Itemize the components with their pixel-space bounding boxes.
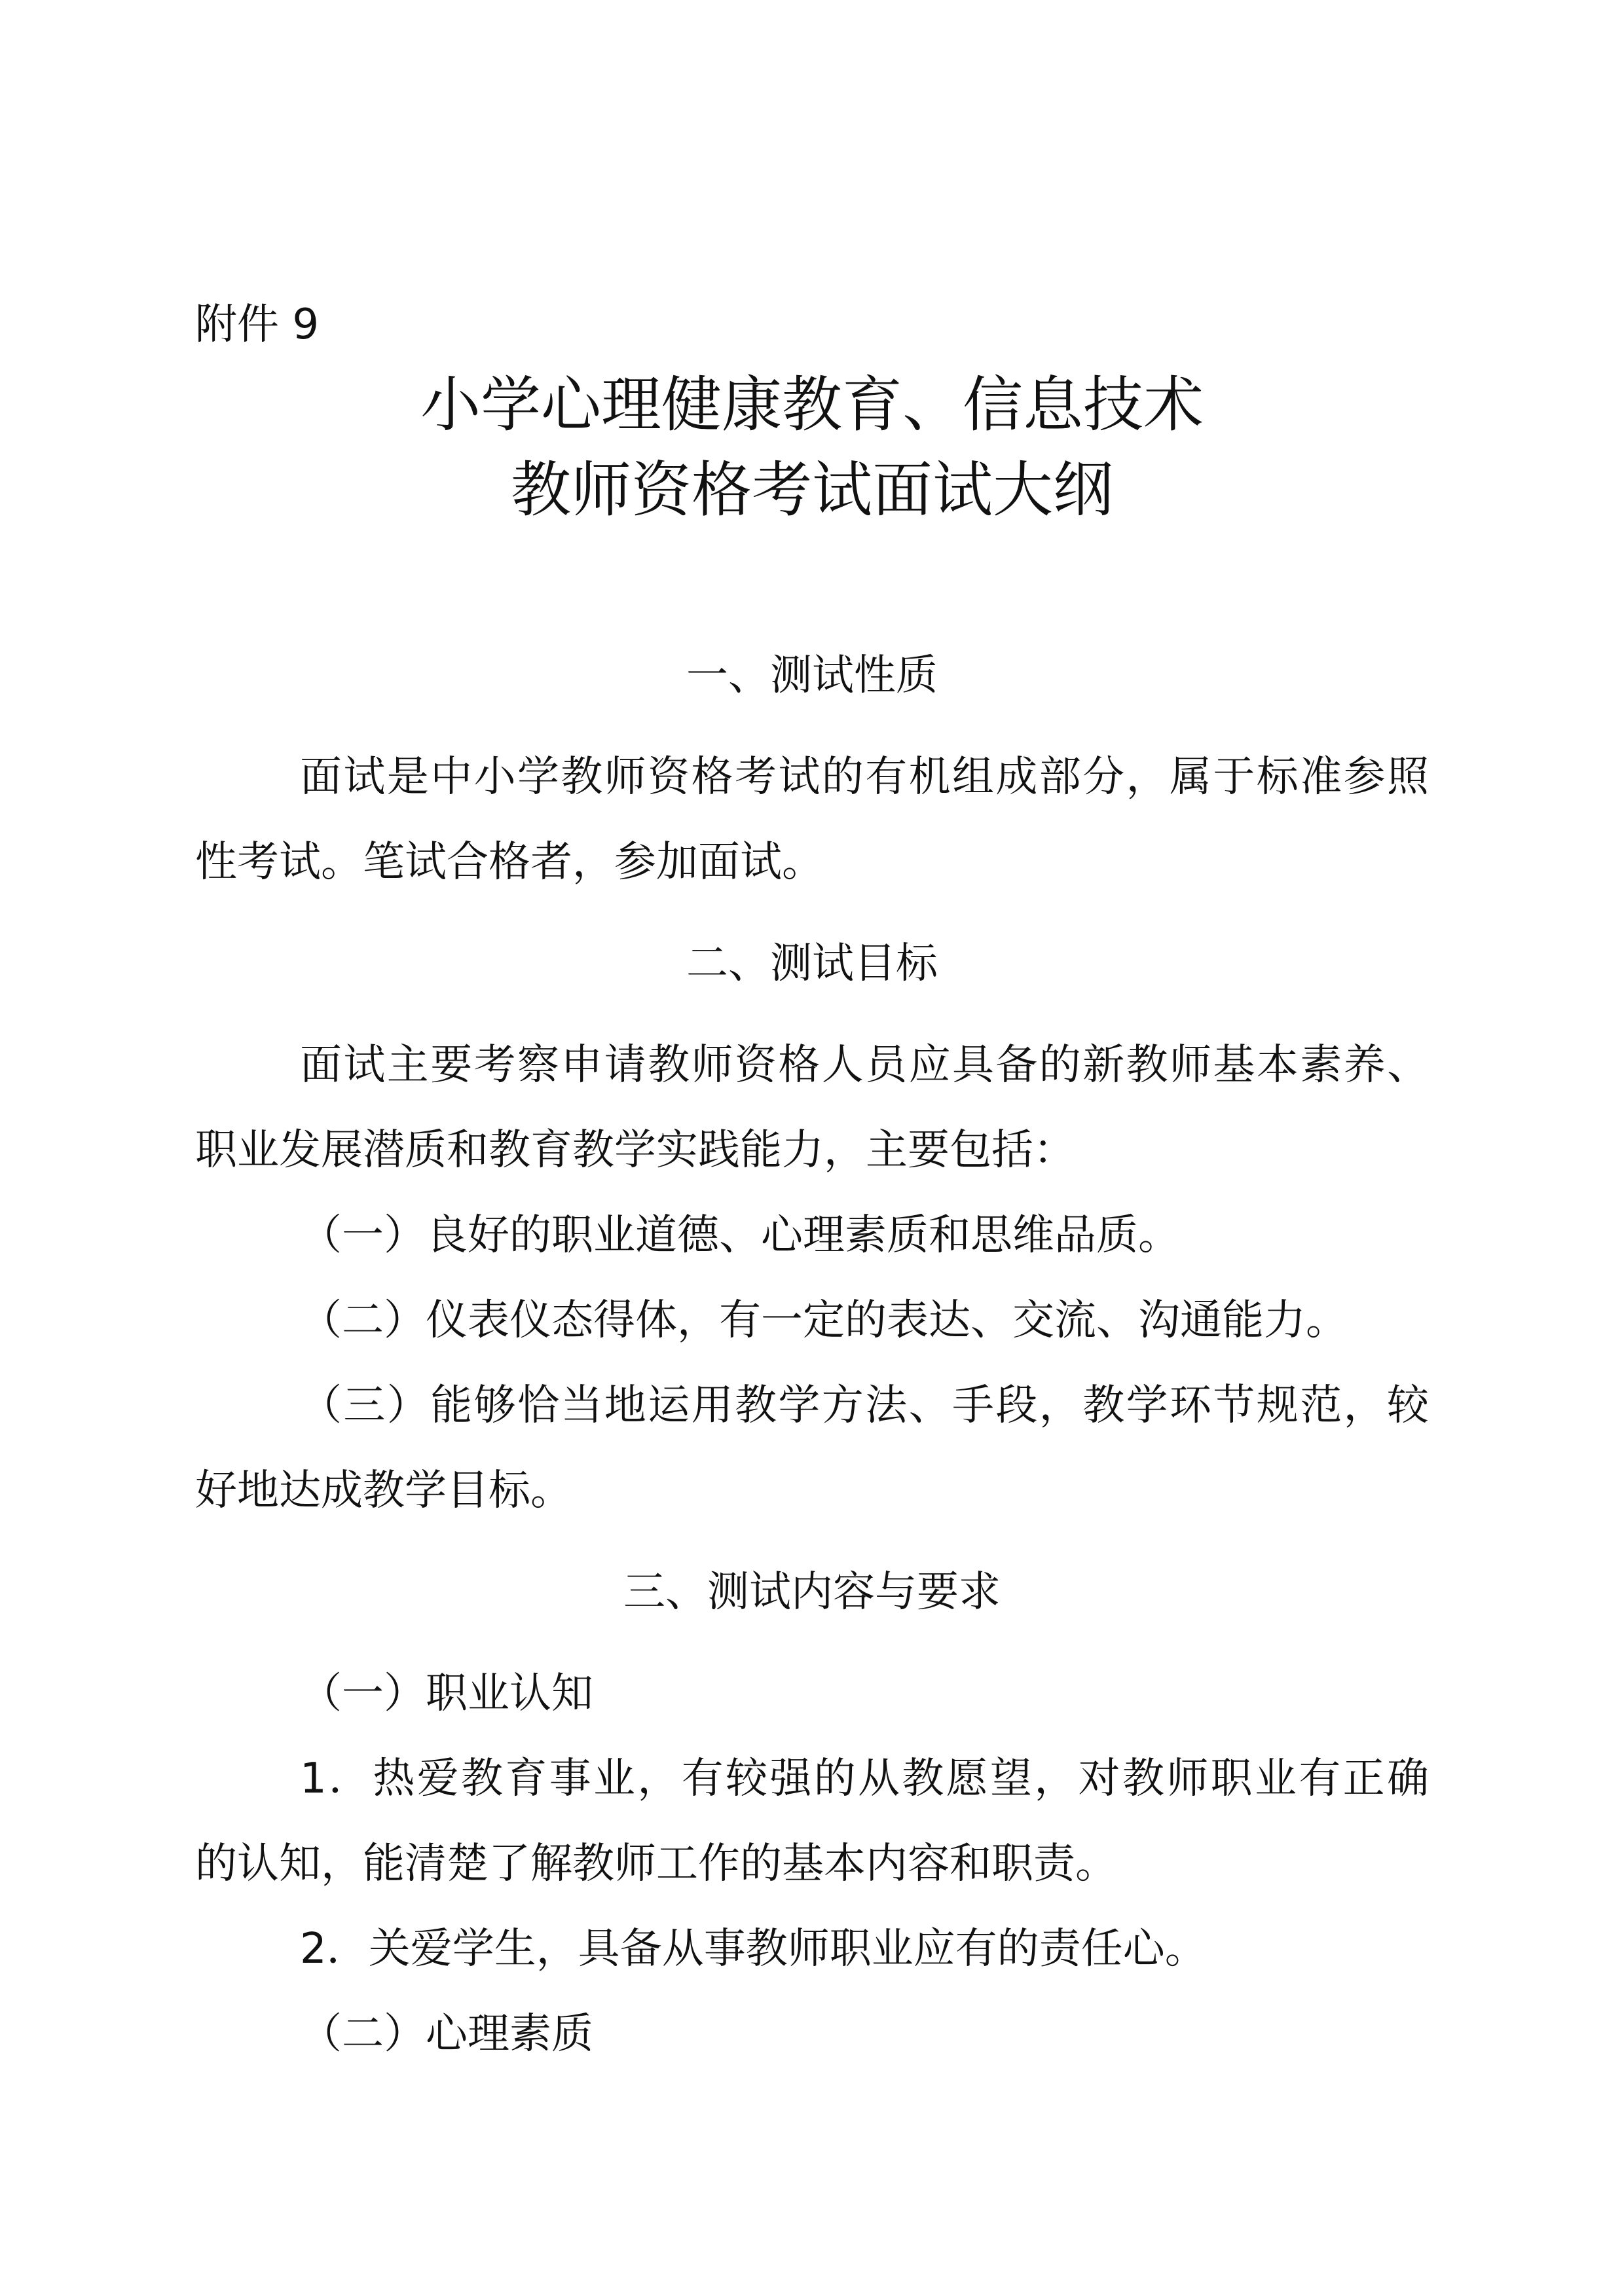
numbered-point: 2．关爱学生，具备从事教师职业应有的责任心。 — [300, 1925, 1207, 1973]
section-heading-1: 一、测试性质 — [686, 651, 938, 700]
list-item: （二）仪表仪态得体，有一定的表达、交流、沟通能力。 — [300, 1296, 1348, 1345]
subheading: （二）心理素质 — [300, 2010, 593, 2058]
list-item: （三）能够恰当地运用教学方法、手段，教学环节规范，较 — [300, 1381, 1429, 1430]
numbered-point: 1．热爱教育事业，有较强的从教愿望，对教师职业有正确 — [300, 1755, 1429, 1803]
numbered-point-continuation: 的认知，能清楚了解教师工作的基本内容和职责。 — [195, 1840, 1117, 1888]
attachment-label: 附件 9 — [195, 301, 320, 349]
document-title-line-2: 教师资格考试面试大纲 — [510, 455, 1113, 525]
paragraph-line: 职业发展潜质和教育教学实践能力，主要包括： — [195, 1126, 1075, 1175]
document-title-line-1: 小学心理健康教育、信息技术 — [420, 370, 1204, 440]
paragraph-line: 性考试。笔试合格者，参加面试。 — [195, 838, 824, 886]
section-heading-3: 三、测试内容与要求 — [623, 1568, 1001, 1616]
subheading: （一）职业认知 — [300, 1669, 593, 1718]
list-item: （一）良好的职业道德、心理素质和思维品质。 — [300, 1211, 1180, 1260]
list-item-continuation: 好地达成教学目标。 — [195, 1467, 572, 1515]
section-heading-2: 二、测试目标 — [686, 939, 938, 988]
paragraph-line: 面试主要考察申请教师资格人员应具备的新教师基本素养、 — [300, 1041, 1429, 1089]
paragraph-line: 面试是中小学教师资格考试的有机组成部分，属于标准参照 — [300, 753, 1429, 801]
